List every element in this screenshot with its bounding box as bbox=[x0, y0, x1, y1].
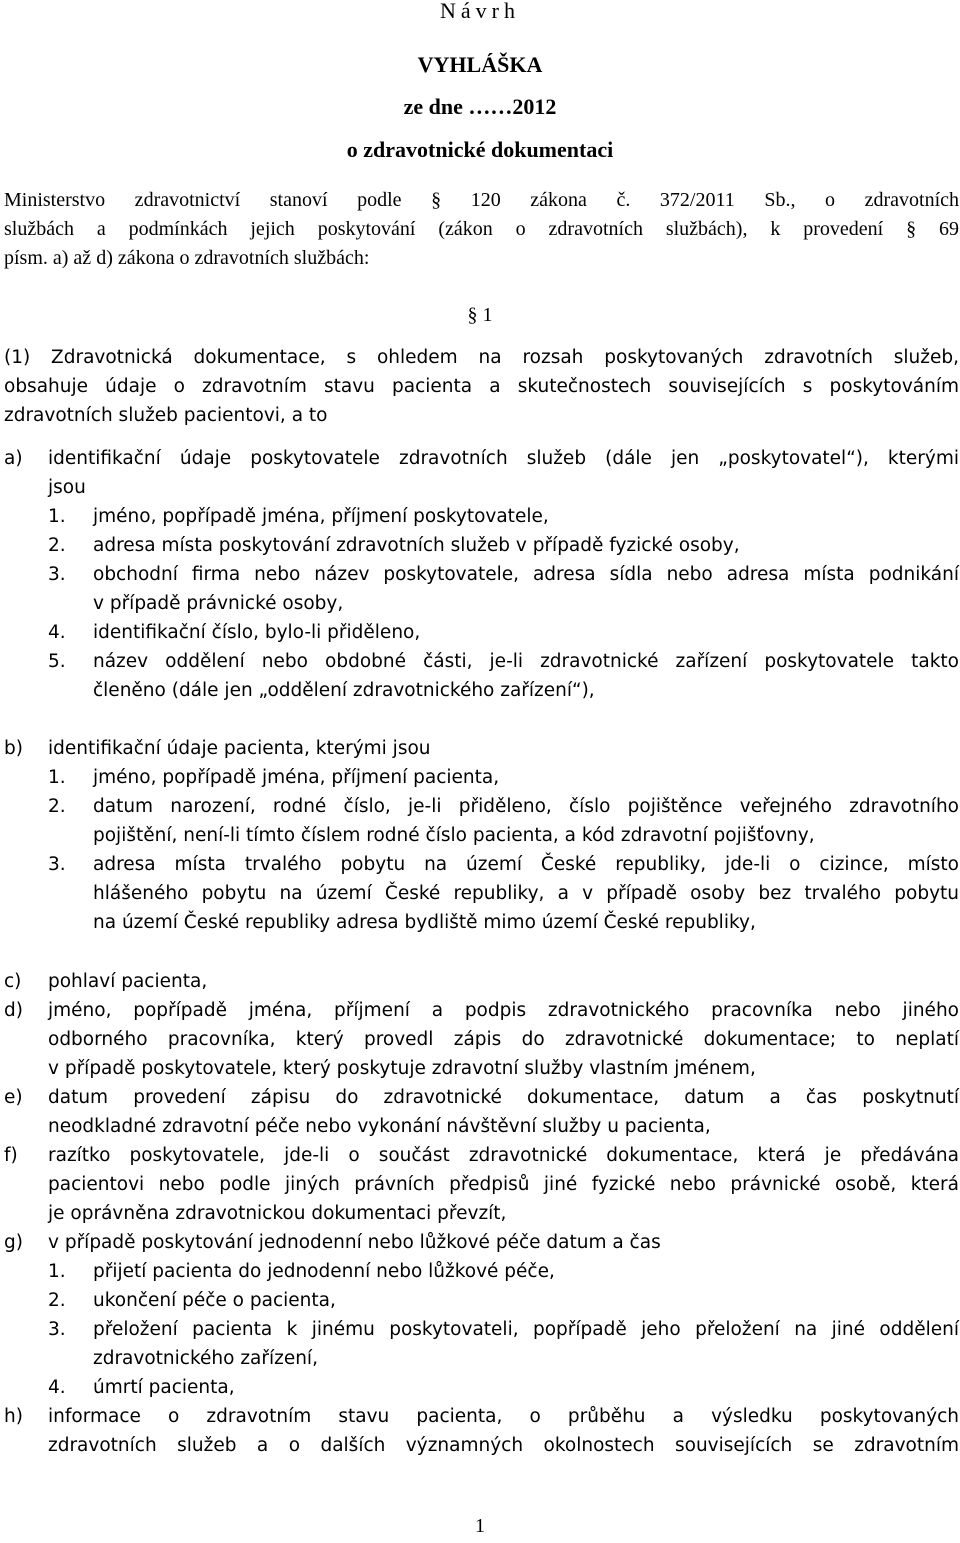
preamble-line: službách a podmínkách jejich poskytování (zákon o zdravotních službách), k provedení § 69 bbox=[4, 218, 959, 240]
item-label: f) bbox=[4, 1145, 18, 1166]
item-text: v případě poskytování jednodenní nebo lůžkové péče datum a čas bbox=[48, 1232, 661, 1253]
item-label: h) bbox=[4, 1406, 23, 1427]
preamble bbox=[4, 186, 959, 273]
item-text: identifikační údaje poskytovatele zdravotních služeb (dále jen „poskytovatel“), kterými bbox=[48, 448, 959, 469]
item-text: jméno, popřípadě jména, příjmení a podpis zdravotnického pracovníka nebo jiného bbox=[48, 1000, 959, 1021]
intro-line: obsahuje údaje o zdravotním stavu pacienta a skutečnostech souvisejících s poskytováním bbox=[4, 376, 959, 397]
item-text: identifikační údaje pacienta, kterými jsou bbox=[48, 738, 431, 759]
intro-line: (1) Zdravotnická dokumentace, s ohledem na rozsah poskytovaných zdravotních služeb, bbox=[4, 347, 959, 368]
item-text: pohlaví pacienta, bbox=[48, 971, 208, 992]
document-title: VYHLÁŠKA bbox=[417, 52, 543, 77]
document-subject: o zdravotnické dokumentaci bbox=[346, 137, 614, 162]
item-label: d) bbox=[4, 1000, 23, 1021]
item-label: e) bbox=[4, 1087, 23, 1108]
item-label: g) bbox=[4, 1232, 23, 1253]
date-line: ze dne ……2012 bbox=[403, 94, 557, 119]
intro-line: zdravotních služeb pacientovi, a to bbox=[4, 405, 328, 426]
item-text: razítko poskytovatele, jde-li o součást zdravotnické dokumentace, která je předávána bbox=[48, 1145, 959, 1166]
preamble-line: Ministerstvo zdravotnictví stanoví podle § 120 zákona č. 372/2011 Sb., o zdravotních bbox=[4, 189, 959, 211]
preamble-line: písm. a) až d) zákona o zdravotních službách: bbox=[4, 247, 370, 269]
item-label: a) bbox=[4, 448, 23, 469]
item-text: informace o zdravotním stavu pacienta, o průběhu a výsledku poskytovaných bbox=[48, 1406, 959, 1427]
section-mark: § 1 bbox=[467, 304, 493, 326]
page-number: 1 bbox=[475, 1515, 485, 1537]
document-page: Návrh VYHLÁŠKA ze dne ……2012 o zdravotnické dokumentaci Ministerstvo zdravotnictví stanoví podle § 120 zákona č. 372/2011 Sb., o zdravotních službách a podmínkách jejich poskytování (zákon o zdravotních službách), k provedení § 69 písm. a) až d) zákona o zdravotních službách: § 1 (1) Zdravotnická dokumentace, s ohledem na rozsah poskytovaných zdravotních služeb, obsahuje údaje o zdravotním stavu pacienta a skutečnostech souvisejících s poskytováním zdravotních služeb pacientovi, a to a) identifikační údaje poskytovatele zdravotních služeb (dále jen „poskytovatel“), kterými jsou 1. jméno, popřípadě jména, příjmení poskytovatele, 2. adresa místa poskytování zdravotních služeb v případě fyzické osoby, 3. obchodní firma nebo název poskytovatele, adresa sídla nebo adresa místa podnikání v případě právnické osoby, 4. identifikační číslo, bylo-li přiděleno, 5. název oddělení nebo obdobné části, je-li zdravotnické zařízení poskytovatele takto členěno (dále jen „oddělení zdravotnického zařízení“), b) identifikační údaje pacienta, kterými jsou 1. jméno, popřípadě jména, příjmení pacienta, 2. datum narození, rodné číslo, je-li přiděleno, číslo pojištěnce veřejného zdravotního pojištění, není-li tímto číslem rodné číslo pacienta, a kód zdravotní pojišťovny, 3. adresa místa trvalého pobytu na území České republiky, jde-li o cizince, místo hlášeného pobytu na území České republiky, a v případě osoby bez trvalého pobytu na území České republiky adresa bydliště mimo území České republiky, c) pohlaví pacienta, d) jméno, popřípadě jména, příjmení a podpis zdravotnického pracovníka nebo jiného odborného pracovníka, který provedl zápis do zdravotnické dokumentace; to neplatí v případě poskytovatele, který poskytuje zdravotní služby vlastním jménem, e) datum provedení zápisu do zdravotnické dokumentace, datum a čas poskytnutí neodkladné zdravotní péče nebo vykonání návštěvní služby u pacienta, f) razítko poskytovatele, jde-li o součást zdravotnické dokumentace, která je předávána pacientovi nebo podle jiných právních předpisů jiné fyzické nebo právnické osobě, která je oprávněna zdravotnickou dokumentaci převzít, g) v případě poskytování jednodenní nebo lůžkové péče datum a čas 1. přijetí pacienta do jednodenní nebo lůžkové péče, 2. ukončení péče o pacienta, 3. přeložení pacienta k jinému poskytovateli, popřípadě jeho přeložení na jiné oddělení zdravotnického zařízení, 4. úmrtí pacienta, h) informace o zdravotním stavu pacienta, o průběhu a výsledku poskytovaných zdravotních služeb a o dalších významných okolnostech souvisejících se zdravotním 1 bbox=[0, 0, 960, 1543]
item-label: b) bbox=[4, 738, 23, 759]
section-intro bbox=[4, 343, 959, 430]
item-text: jsou bbox=[48, 477, 86, 498]
item-label: c) bbox=[4, 971, 22, 992]
draft-label: Návrh bbox=[440, 0, 520, 23]
item-text: datum provedení zápisu do zdravotnické dokumentace, datum a čas poskytnutí bbox=[48, 1087, 959, 1108]
